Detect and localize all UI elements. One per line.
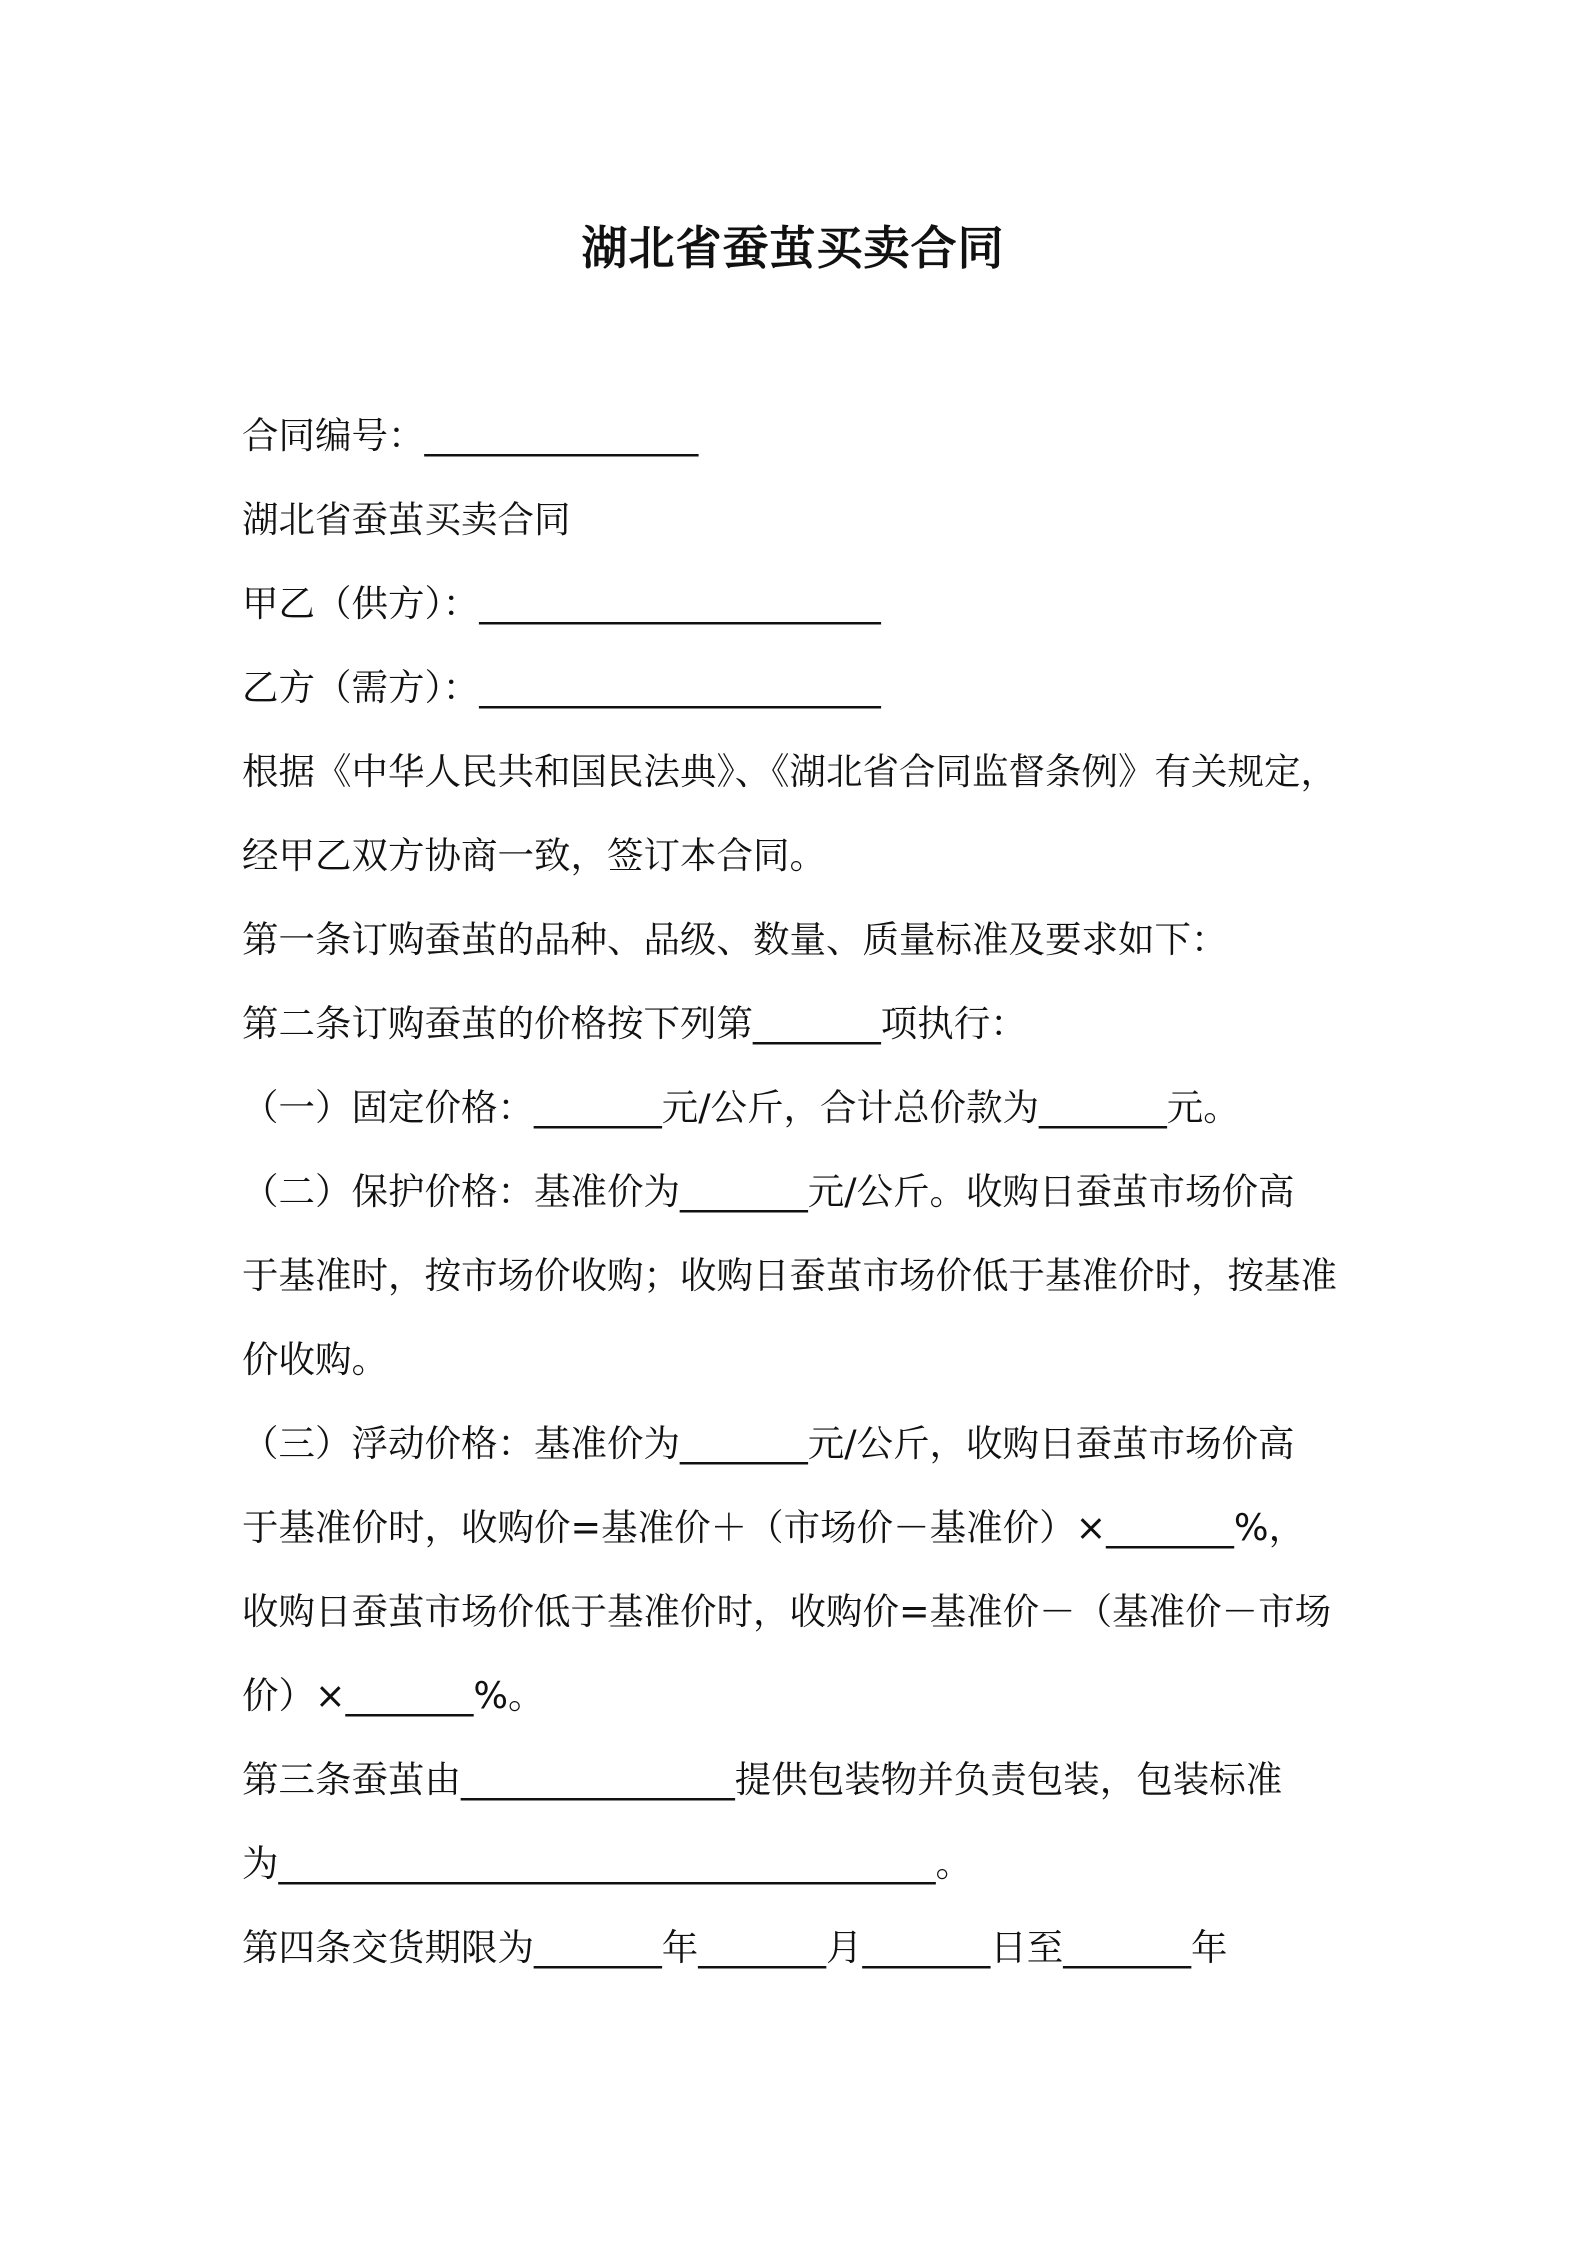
document-title: 湖北省蚕茧买卖合同 [581, 221, 1005, 275]
article-3-line-2: 为____________________________________。 [242, 1842, 972, 1885]
article-2: 第二条订购蚕茧的价格按下列第_______项执行： [242, 1002, 1027, 1045]
article-3-line-1: 第三条蚕茧由_______________提供包装物并负责包装，包装标准 [242, 1758, 1283, 1801]
article-4: 第四条交货期限为_______年_______月_______日至_______年 [242, 1926, 1228, 1969]
protected-price-clause-1: （二）保护价格：基准价为_______元/公斤。收购日蚕茧市场价高 [242, 1170, 1295, 1213]
preamble-line-2: 经甲乙双方协商一致，签订本合同。 [242, 834, 826, 877]
supplier-party-line: 甲乙（供方）：______________________ [242, 582, 881, 625]
floating-price-clause-4: 价）×_______%。 [242, 1674, 545, 1717]
floating-price-clause-3: 收购日蚕茧市场价低于基准价时，收购价=基准价－（基准价－市场 [242, 1590, 1332, 1633]
buyer-party-line: 乙方（需方）：______________________ [242, 666, 881, 709]
floating-price-clause-1: （三）浮动价格：基准价为_______元/公斤，收购日蚕茧市场价高 [242, 1422, 1295, 1465]
protected-price-clause-2: 于基准时，按市场价收购；收购日蚕茧市场价低于基准价时，按基准 [242, 1254, 1337, 1297]
floating-price-clause-2: 于基准价时，收购价=基准价＋（市场价－基准价）×_______%， [242, 1506, 1306, 1549]
fixed-price-clause: （一）固定价格：_______元/公斤，合计总价款为_______元。 [242, 1086, 1240, 1129]
preamble-line-1: 根据《中华人民共和国民法典》、《湖北省合同监督条例》有关规定， [242, 750, 1337, 793]
contract-subtitle: 湖北省蚕茧买卖合同 [242, 498, 571, 541]
contract-number-line: 合同编号：_______________ [242, 414, 699, 457]
protected-price-clause-3: 价收购。 [242, 1338, 388, 1381]
article-1: 第一条订购蚕茧的品种、品级、数量、质量标准及要求如下： [242, 918, 1228, 961]
